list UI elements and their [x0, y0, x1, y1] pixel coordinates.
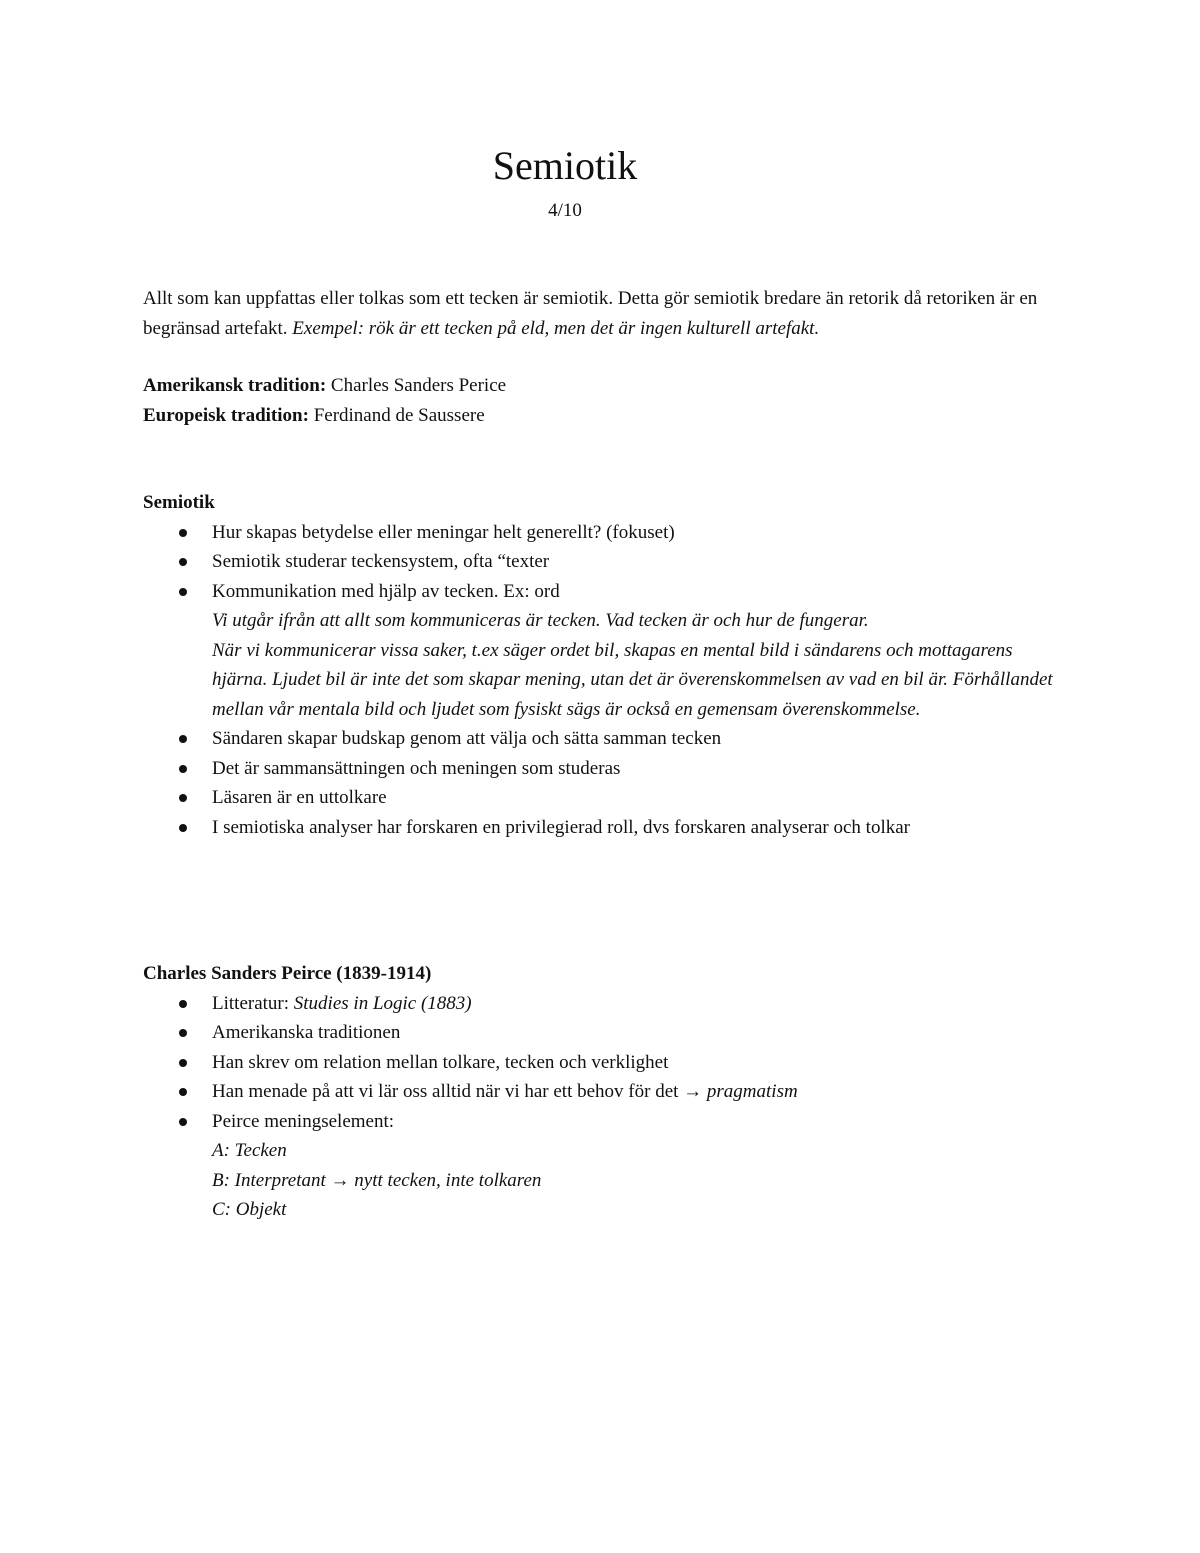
bullet-icon [179, 1118, 187, 1126]
list-item [143, 783, 1063, 813]
list-item [143, 577, 1063, 725]
peirce-list [143, 989, 1063, 1225]
bullet-icon [179, 1000, 187, 1008]
list-item-text: I semiotiska analyser har forskaren en privilegierad roll, dvs forskaren analyserar och tolkar [212, 816, 910, 838]
list-item-text: Semiotik studerar teckensystem, ofta “texter [212, 551, 550, 572]
tradition-value: Charles Sanders Perice [326, 375, 507, 396]
traditions-block [143, 371, 1063, 430]
tradition-american [143, 371, 1063, 401]
list-item [143, 1077, 1063, 1107]
list-item-note: När vi kommunicerar vissa saker, t.ex säger ordet bil, skapas en mental bild i sändarens och mottagarens hjärna. Ljudet bil är inte det som skapar mening, utan det är överenskommelsen av vad en bil är. Förhållandet mellan vår mentala bild och ljudet som fysiskt sägs är också en gemensam överenskommelse. [212, 639, 1053, 720]
list-item [143, 1018, 1063, 1048]
intro-text: Allt som kan uppfattas eller tolkas som ett tecken är semiotik. Detta gör semiotik bredare än retorik då retoriken är en begränsad artefakt. [143, 288, 1038, 339]
intro-example: Exempel: rök är ett tecken på eld, men det är ingen kulturell artefakt. [292, 317, 820, 339]
tradition-label: Amerikansk tradition: [143, 375, 327, 396]
list-item-text: Litteratur: [212, 992, 294, 1014]
bullet-icon [179, 1088, 187, 1096]
meaning-element-interpretant: B: Interpretant → nytt tecken, inte tolkaren [212, 1169, 542, 1191]
meaning-element-object: C: Objekt [212, 1199, 287, 1220]
list-item [143, 1107, 1063, 1225]
bullet-icon [179, 1029, 187, 1037]
section-heading: Charles Sanders Peirce (1839-1914) [143, 963, 432, 984]
section-heading: Semiotik [143, 492, 215, 513]
list-item-text: Han menade på att vi lär oss alltid när vi har ett behov för det → [212, 1081, 707, 1102]
bullet-icon [179, 735, 187, 743]
tradition-label: Europeisk tradition: [143, 404, 309, 426]
list-item-text: Kommunikation med hjälp av tecken. Ex: ord [212, 580, 560, 602]
list-item [143, 813, 1063, 843]
semiotik-list [143, 518, 1063, 843]
tradition-value: Ferdinand de Saussere [308, 404, 485, 426]
meaning-element-sign: A: Tecken [212, 1140, 287, 1161]
list-item [143, 547, 1063, 577]
list-item-italic: Studies in Logic (1883) [293, 992, 472, 1014]
list-item-text: Sändaren skapar budskap genom att välja och sätta samman tecken [212, 728, 722, 749]
list-item-text: Hur skapas betydelse eller meningar helt generellt? (fokuset) [212, 521, 675, 543]
document-title: Semiotik [492, 143, 638, 188]
bullet-icon [179, 794, 187, 802]
bullet-icon [179, 529, 187, 537]
list-item-text: Läsaren är en uttolkare [212, 787, 387, 808]
bullet-icon [179, 765, 187, 773]
list-item-text: Det är sammansättningen och meningen som studeras [212, 757, 621, 779]
bullet-icon [179, 558, 187, 566]
list-item-text: Amerikanska traditionen [212, 1022, 401, 1043]
list-item-text: Peirce meningselement: [212, 1110, 395, 1132]
list-item [143, 518, 1063, 548]
list-item [143, 989, 1063, 1019]
document-date: 4/10 [548, 200, 582, 221]
list-item-text: Han skrev om relation mellan tolkare, tecken och verklighet [212, 1051, 669, 1073]
list-item [143, 724, 1063, 754]
bullet-icon [179, 824, 187, 832]
intro-paragraph [143, 284, 1063, 343]
list-item [143, 1048, 1063, 1078]
bullet-icon [179, 588, 187, 596]
bullet-icon [179, 1059, 187, 1067]
list-item [143, 754, 1063, 784]
list-item-italic: pragmatism [706, 1081, 798, 1102]
list-item-note: Vi utgår ifrån att allt som kommuniceras är tecken. Vad tecken är och hur de fungerar. [212, 610, 869, 631]
peirce-section [143, 959, 1063, 1225]
semiotik-section [143, 488, 1063, 842]
tradition-european [143, 401, 1063, 431]
